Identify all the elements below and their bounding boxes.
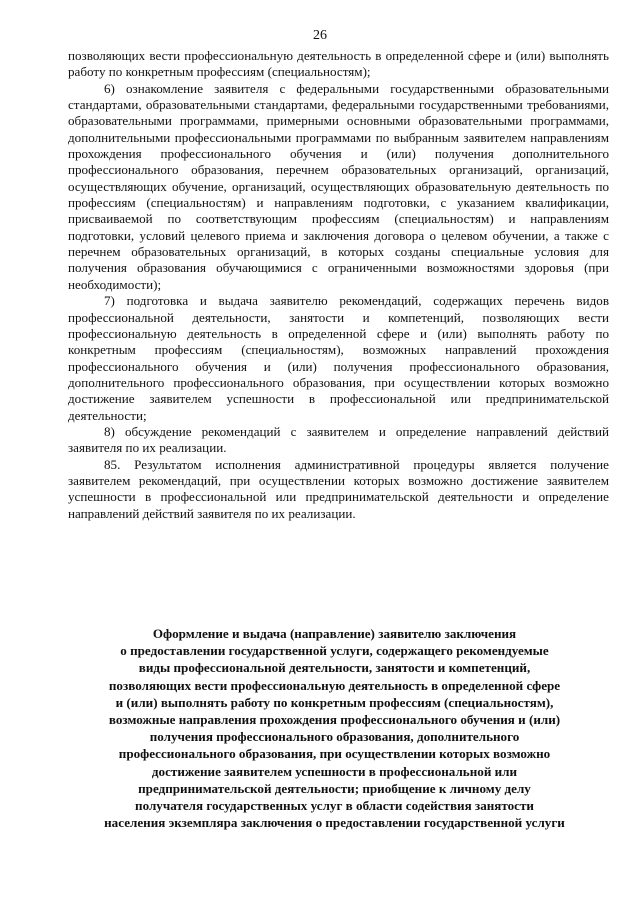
heading-line: возможные направления прохождения профессионального обучения и (или) (108, 712, 561, 728)
paragraph-item-7: 7) подготовка и выдача заявителю рекомендаций, содержащих перечень видов профессиональной деятельности, занятости и компетенций, позволяющих вести профессиональную деятельность в определенной сфере и (или) выполнять работу по конкретным профессиям (специальностям), возможных направлений прохождения профессионального обучения и (или) получения профессионального образования, дополнительного профессионального образования, при осуществлении которых возможно достижение заявителем успешности в профессиональной или предпринимательской деятельности; (68, 293, 609, 423)
paragraph-continuation: позволяющих вести профессиональную деятельность в определенной сфере и (или) выполнять работу по конкретным профессиям (специальностям); (68, 48, 609, 80)
body-text (68, 48, 609, 522)
section-heading (62, 625, 607, 831)
heading-line: профессионального образования, при осуществлении которых возможно (118, 746, 551, 762)
paragraph-item-6: 6) ознакомление заявителя с федеральными государственными образовательными стандартами, образовательными стандартами, федеральными государственными требованиями, образовательными программами, примерными основными образовательными программами, дополнительными профессиональными программами по выбранным заявителем направлениям прохождения профессионального обучения и (или) получения дополнительного профессионального образования, перечнем образовательных организаций, организаций, осуществляющих обучение, организаций, осуществляющих образовательную деятельность по профессиям (специальностям) и направлениям подготовки, с указанием квалификации, присваиваемой по соответствующим профессиям (специальностям) и направлениям подготовки, условий целевого приема и заключения договора о целевом обучении, а также с перечнем образовательных организаций, в которых созданы специальные условия для получения образования обучающимися с ограниченными возможностями здоровья (при необходимости); (68, 80, 609, 292)
heading-line: виды профессиональной деятельности, занятости и компетенций, (138, 660, 531, 676)
paragraph-85: 85. Результатом исполнения административной процедуры является получение заявителем рекомендаций, при осуществлении которых возможно достижение заявителем успешности в профессиональной или предпринимательской деятельности и определение направлений действий заявителя по их реализации. (68, 456, 609, 521)
heading-line: предпринимательской деятельности; приобщение к личному делу (138, 780, 531, 796)
heading-line: о предоставлении государственной услуги, содержащего рекомендуемые (120, 643, 549, 659)
heading-line: позволяющих вести профессиональную деятельность в определенной сфере (108, 677, 561, 693)
page-number: 26 (313, 28, 327, 43)
paragraph-item-8: 8) обсуждение рекомендаций с заявителем и определение направлений действий заявителя по их реализации. (68, 423, 609, 456)
heading-line: получателя государственных услуг в области содействия занятости (135, 798, 534, 814)
heading-line: получения профессионального образования, дополнительного (149, 729, 520, 745)
heading-line: Оформление и выдача (направление) заявителю заключения (152, 626, 517, 641)
heading-line: и (или) выполнять работу по конкретным профессиям (специальностям), (115, 694, 554, 710)
heading-line: достижение заявителем успешности в профессиональной или (151, 763, 518, 779)
heading-line: населения экземпляра заключения о предоставлении государственной услуги (104, 815, 565, 831)
